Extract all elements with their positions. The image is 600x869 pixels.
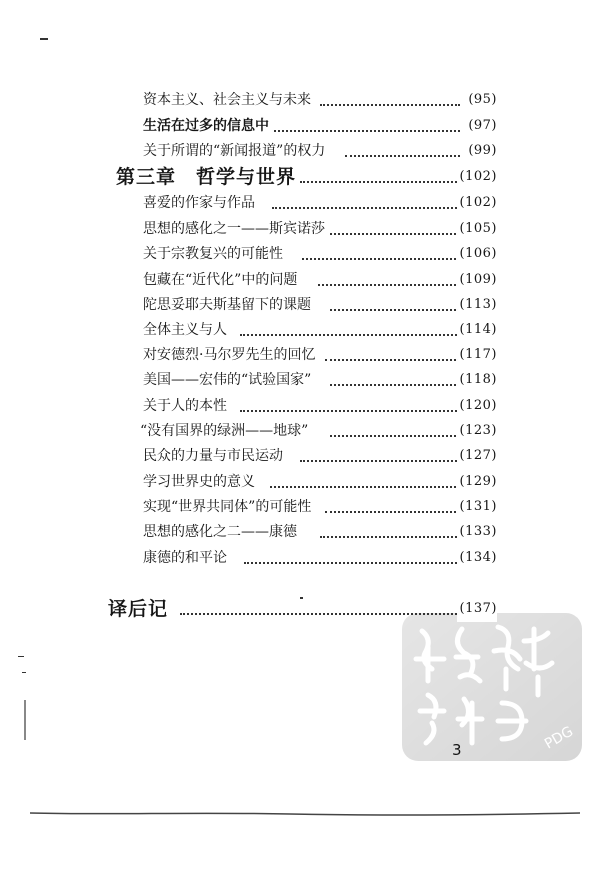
library-seal-watermark xyxy=(398,607,588,767)
toc-entry-page: (118) xyxy=(457,367,497,393)
toc-entry-page: (120) xyxy=(457,393,497,419)
toc-entry-page: (109) xyxy=(457,267,497,293)
scan-mark xyxy=(22,672,26,673)
toc-entry-page: (99) xyxy=(465,138,497,164)
toc-entry-page: (129) xyxy=(457,469,497,495)
toc-entry-title: 对安德烈·马尔罗先生的回忆 xyxy=(143,342,319,368)
toc-leader-dots xyxy=(180,613,460,615)
chapter-heading: 第三章 哲学与世界 xyxy=(116,164,300,190)
toc-leader-dots xyxy=(330,384,460,386)
toc-leader-dots xyxy=(272,207,460,209)
toc-entry xyxy=(0,342,600,368)
toc-entry-page: (95) xyxy=(465,87,497,113)
toc-entry xyxy=(0,317,600,343)
scan-mark xyxy=(24,700,26,740)
toc-entry xyxy=(0,216,600,242)
toc-entry-title: 康德的和平论 xyxy=(143,545,231,571)
toc-entry-page: (113) xyxy=(457,292,497,318)
toc-leader-dots xyxy=(240,334,460,336)
toc-entry-title: 喜爱的作家与作品 xyxy=(143,190,259,216)
toc-entry-page: (137) xyxy=(457,596,497,622)
toc-entry xyxy=(0,494,600,520)
toc-entry-title: “没有国界的绿洲——地球” xyxy=(140,418,312,444)
toc-leader-dots xyxy=(330,309,460,311)
toc-entry-title: 生活在过多的信息中 xyxy=(143,113,273,139)
toc-entry xyxy=(0,113,600,139)
toc-entry-page: (117) xyxy=(457,342,497,368)
toc-entry xyxy=(0,545,600,571)
toc-entry-title: 关于宗教复兴的可能性 xyxy=(143,241,287,267)
page-number: 3 xyxy=(452,741,462,759)
toc-entry xyxy=(0,87,600,113)
scan-mark xyxy=(40,38,48,40)
toc-leader-dots xyxy=(325,511,460,513)
toc-leader-dots xyxy=(320,104,460,106)
toc-entry xyxy=(0,367,600,393)
toc-leader-dots xyxy=(270,486,460,488)
toc-leader-dots xyxy=(345,155,460,157)
toc-entry xyxy=(0,393,600,419)
toc-entry-page: (105) xyxy=(457,216,497,242)
toc-entry-page: (131) xyxy=(457,494,497,520)
toc-leader-dots xyxy=(318,284,460,286)
toc-entry xyxy=(0,267,600,293)
afterword-heading: 译后记 xyxy=(108,596,172,622)
toc-leader-dots xyxy=(244,562,460,564)
toc-entry-title: 思想的感化之一——斯宾诺莎 xyxy=(143,216,329,242)
toc-entry-page: (123) xyxy=(457,418,497,444)
toc-entry-title: 关于所谓的“新闻报道”的权力 xyxy=(143,138,329,164)
toc-entry-page: (102) xyxy=(457,190,497,216)
page-bottom-edge xyxy=(30,812,580,816)
toc-entry-title: 学习世界史的意义 xyxy=(143,469,259,495)
toc-entry xyxy=(0,138,600,164)
toc-entry-title: 民众的力量与市民运动 xyxy=(143,443,287,469)
toc-chapter-entry xyxy=(0,164,600,190)
toc-entry-page: (106) xyxy=(457,241,497,267)
toc-entry xyxy=(0,443,600,469)
toc-entry-page: (102) xyxy=(457,164,497,190)
toc-entry-title: 美国——宏伟的“试验国家” xyxy=(143,367,315,393)
toc-entry-page: (97) xyxy=(465,113,497,139)
toc-entry xyxy=(0,292,600,318)
toc-leader-dots xyxy=(300,460,460,462)
toc-entry xyxy=(0,190,600,216)
toc-entry-title: 陀思妥耶夫斯基留下的课题 xyxy=(143,292,315,318)
toc-leader-dots xyxy=(330,233,460,235)
toc-entry-page: (134) xyxy=(457,545,497,571)
toc-entry-title: 关于人的本性 xyxy=(143,393,231,419)
toc-leader-dots xyxy=(270,130,460,132)
toc-leader-dots xyxy=(302,258,460,260)
scan-mark xyxy=(18,656,24,657)
toc-leader-dots xyxy=(240,410,460,412)
toc-entry xyxy=(0,418,600,444)
toc-entry xyxy=(0,469,600,495)
toc-leader-dots xyxy=(325,359,460,361)
toc-entry-title: 实现“世界共同体”的可能性 xyxy=(143,494,315,520)
toc-entry-page: (114) xyxy=(457,317,497,343)
toc-entry-page: (133) xyxy=(457,519,497,545)
toc-entry-title: 全体主义与人 xyxy=(143,317,231,343)
toc-leader-dots xyxy=(320,536,460,538)
toc-entry xyxy=(0,241,600,267)
toc-entry xyxy=(0,519,600,545)
toc-entry-title: 包藏在“近代化”中的问题 xyxy=(143,267,301,293)
toc-leader-dots xyxy=(330,435,460,437)
toc-entry-page: (127) xyxy=(457,443,497,469)
toc-entry-title: 资本主义、社会主义与未来 xyxy=(143,87,315,113)
toc-entry-title: 思想的感化之二——康德 xyxy=(143,519,301,545)
toc-leader-dots xyxy=(300,181,460,183)
seal-text: PDG xyxy=(542,723,577,753)
